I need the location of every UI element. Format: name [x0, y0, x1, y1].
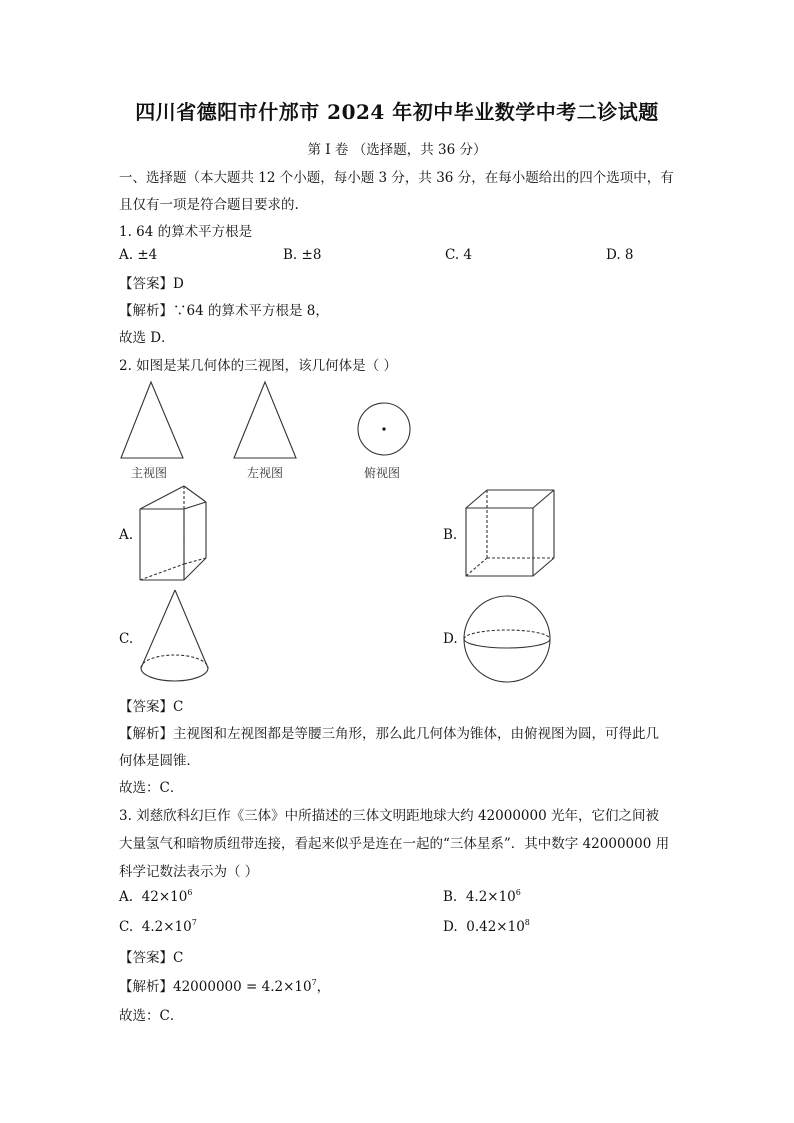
q2-analysis-line2: 何体是圆锥．: [119, 753, 200, 769]
q1-option-a: A. ±4: [119, 247, 158, 263]
q3-stem-line2: 大量氢气和暗物质纽带连接，看起来似乎是连在一起的“三体星系”．其中数字 42000000 用: [119, 836, 670, 852]
q2-option-c-label: C.: [119, 631, 134, 647]
side-view-triangle: [232, 380, 302, 462]
q1-answer: 【答案】D: [119, 276, 184, 292]
front-view-triangle: [119, 380, 189, 462]
cube-figure: [463, 488, 558, 583]
page-title: 四川省德阳市什邡市 2024 年初中毕业数学中考二诊试题: [135, 100, 659, 124]
section-instructions-line2: 且仅有一项是符合题目要求的.: [119, 197, 299, 213]
q2-conclusion: 故选：C．: [119, 780, 184, 796]
q2-analysis-line1: 【解析】主视图和左视图都是等腰三角形，那么此几何体为锥体，由俯视图为圆，可得此几: [119, 726, 659, 742]
q3-option-c: C. $4.2\times 10^7$: [119, 918, 197, 935]
top-view-label: 俯视图: [364, 466, 401, 480]
q3-analysis: 【解析】$42000000 = 4.2\times 10^7$，: [119, 978, 331, 995]
q3-stem-line3: 科学记数法表示为（ ）: [119, 864, 259, 880]
q2-option-b-label: B.: [443, 527, 458, 543]
q2-stem: 2. 如图是某几何体的三视图，该几何体是（ ）: [119, 358, 397, 374]
q3-conclusion: 故选：C．: [119, 1008, 184, 1024]
q1-analysis: 【解析】∵64 的算术平方根是 8，: [119, 303, 329, 319]
section-instructions-line1: 一、选择题（本大题共 12 个小题，每小题 3 分，共 36 分，在每小题给出的四个选项中，有: [119, 170, 674, 186]
sphere-figure: [462, 594, 554, 686]
q1-stem: 1. 64 的算术平方根是: [119, 224, 253, 240]
q1-conclusion: 故选 D．: [119, 330, 175, 346]
q3-option-b: B. $4.2\times 10^6$: [443, 888, 521, 905]
q2-option-d-label: D.: [443, 631, 458, 647]
top-view-circle: [355, 400, 415, 460]
q3-stem-line1: 3. 刘慈欣科幻巨作《三体》中所描述的三体文明距地球大约 42000000 光年，它们之间被: [119, 808, 659, 824]
q1-option-b: B. ±8: [283, 247, 322, 263]
q2-option-a-label: A.: [119, 527, 134, 543]
q2-answer: 【答案】C: [119, 699, 184, 715]
front-view-label: 主视图: [131, 466, 168, 480]
section-subtitle: 第 I 卷 （选择题，共 36 分）: [307, 142, 487, 158]
side-view-label: 左视图: [247, 466, 284, 480]
q1-option-d: D. 8: [606, 247, 634, 263]
q1-option-c: C. 4: [445, 247, 473, 263]
q3-answer: 【答案】C: [119, 950, 184, 966]
triangular-prism-figure: [138, 484, 213, 584]
q3-option-d: D. $0.42\times 10^8$: [443, 918, 530, 935]
q3-option-a: A. $42\times 10^6$: [119, 888, 193, 905]
cone-figure: [138, 587, 213, 687]
